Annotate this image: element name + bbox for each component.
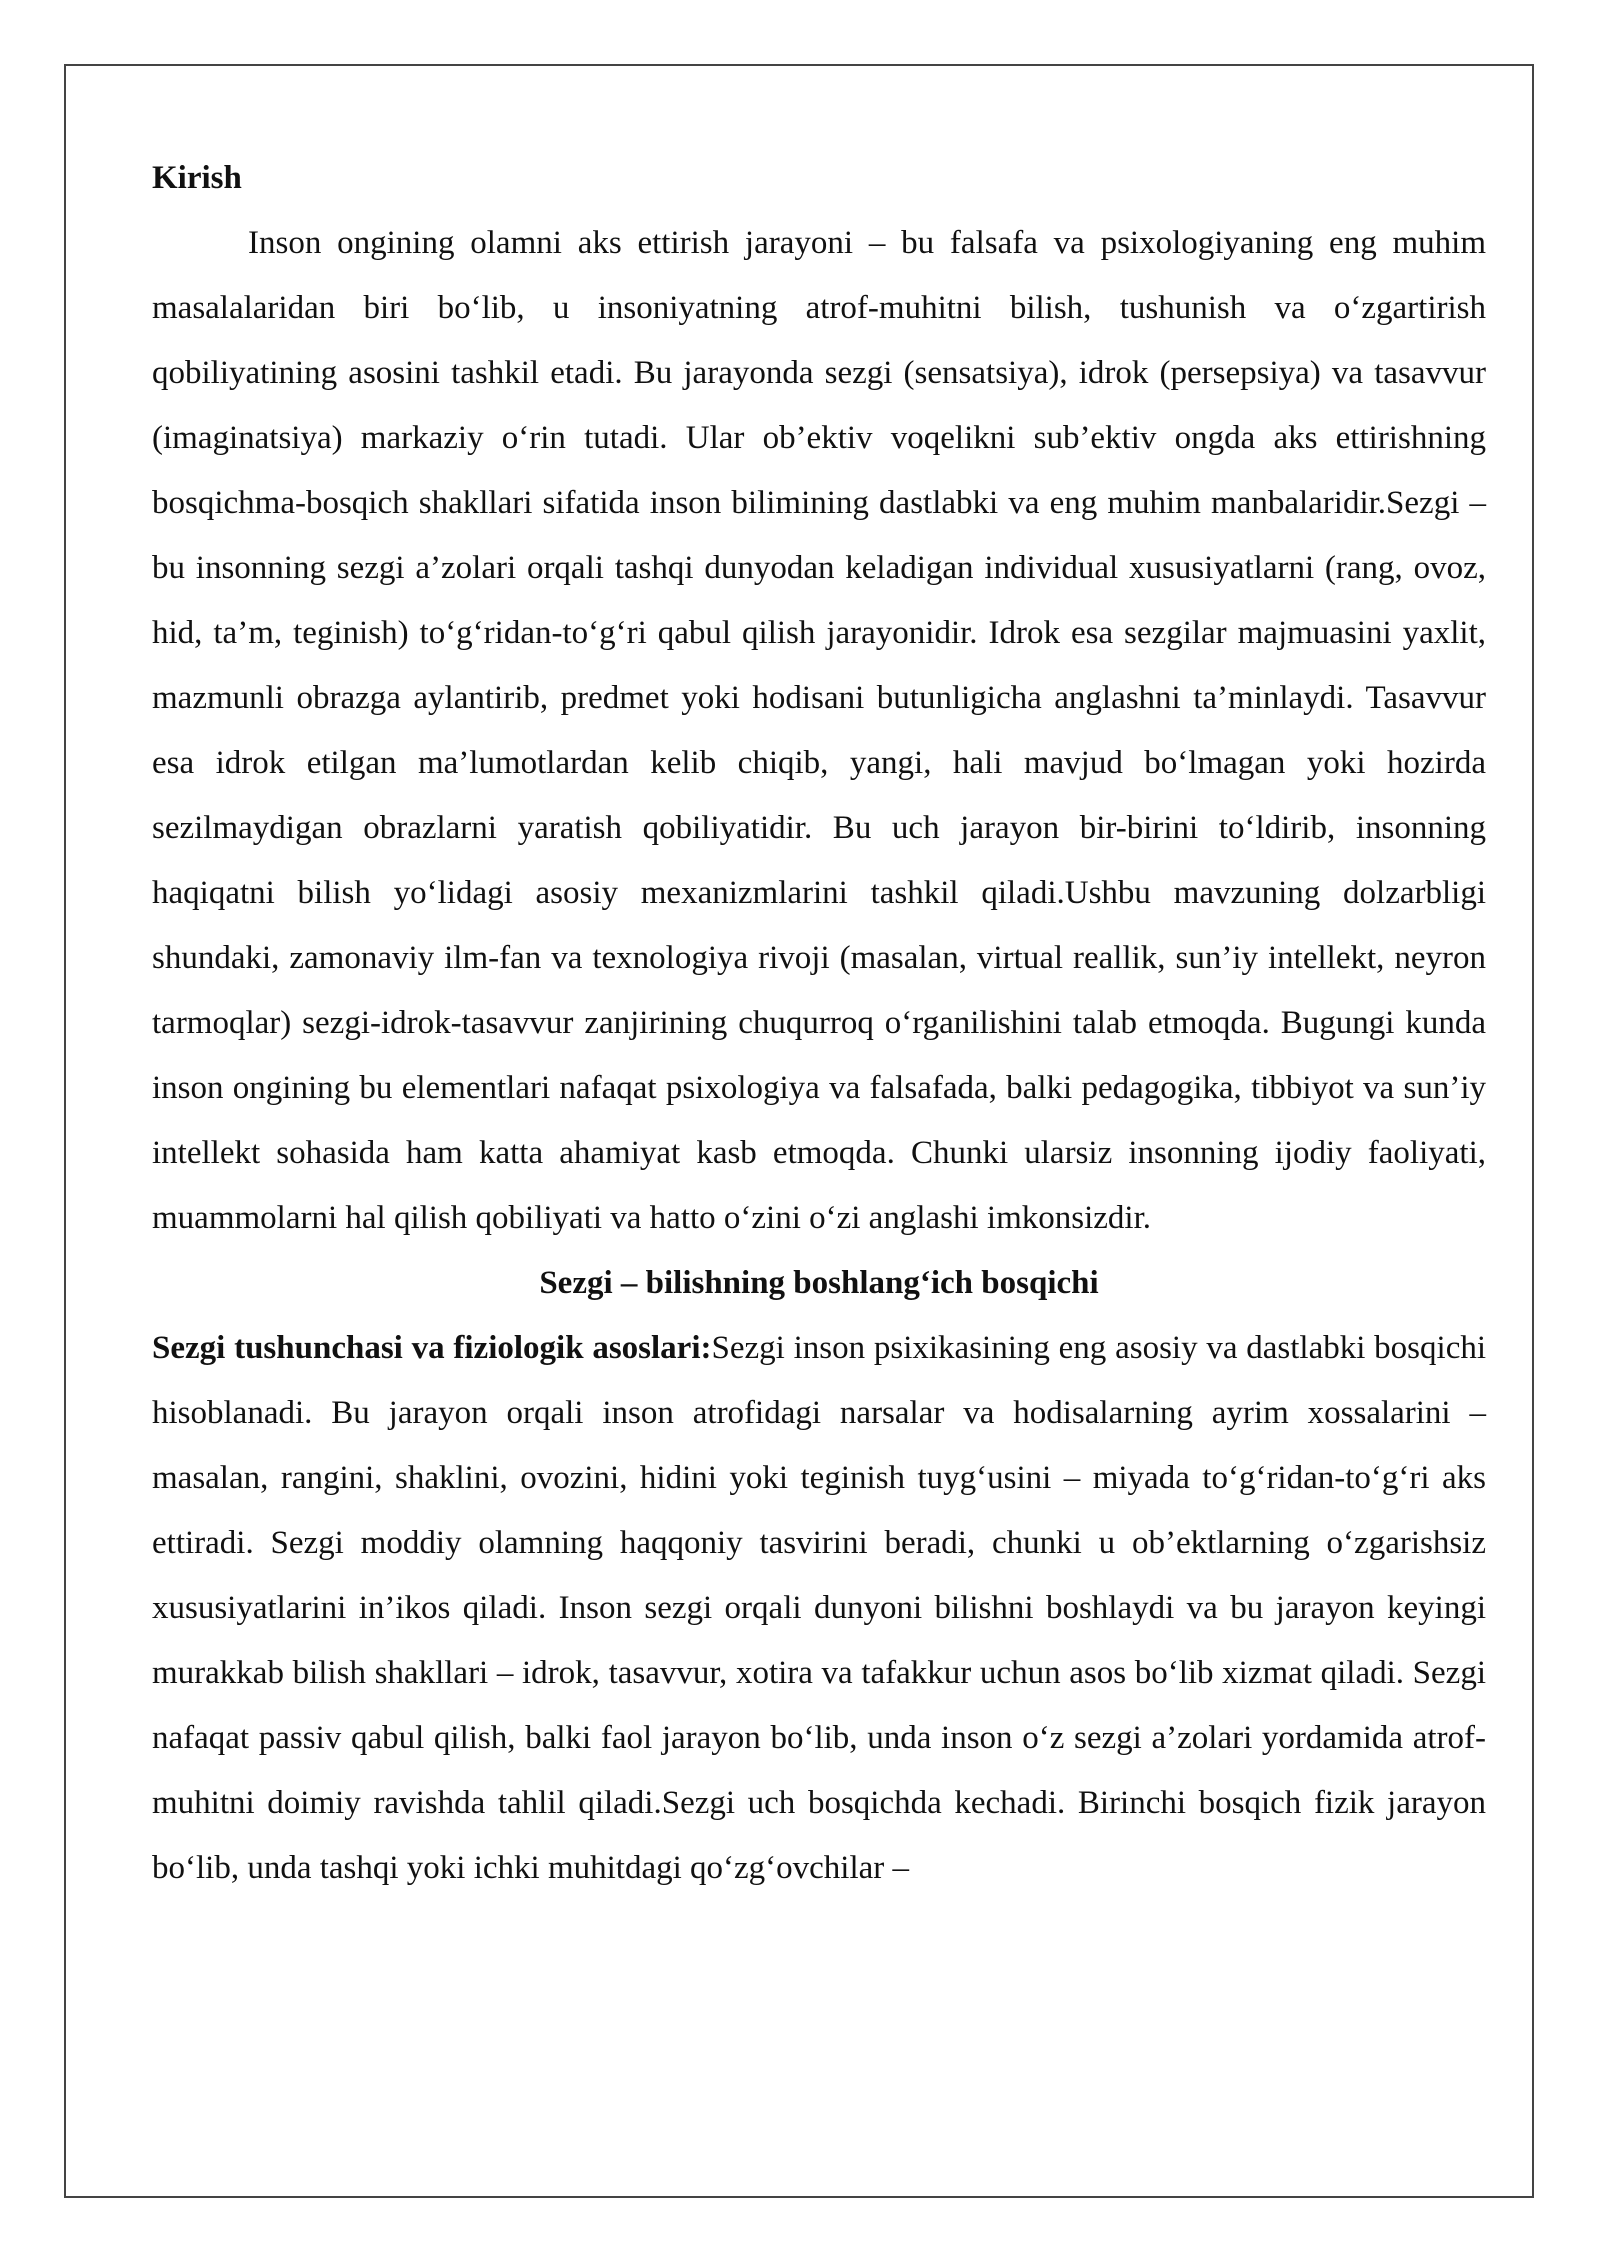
intro-paragraph: Inson ongining olamni aks ettirish jarayoni – bu falsafa va psixologiyaning eng muhim masalalaridan biri bo‘lib, u insoniyatning atrof-muhitni bilish, tushunish va o‘zgartirish qobiliyatining asosini tashkil etadi. Bu jarayonda sezgi (sensatsiya), idrok (persepsiya) va tasavvur (imaginatsiya) markaziy o‘rin tutadi. Ular ob’ektiv voqelikni sub’ektiv ongda aks ettirishning bosqichma-bosqich shakllari sifatida inson bilimining dastlabki va eng muhim manbalaridir.Sezgi – bu insonning sezgi a’zolari orqali tashqi dunyodan keladigan individual xususiyatlarni (rang, ovoz, hid, ta’m, teginish) to‘g‘ridan-to‘g‘ri qabul qilish jarayonidir. Idrok esa sezgilar majmuasini yaxlit, mazmunli obrazga aylantirib, predmet yoki hodisani butunligicha anglashni ta’minlaydi. Tasavvur esa idrok etilgan ma’lumotlardan kelib chiqib, yangi, hali mavjud bo‘lmagan yoki hozirda sezilmaydigan obrazlarni yaratish qobiliyatidir. Bu uch jarayon bir-birini to‘ldirib, insonning haqiqatni bilish yo‘lidagi asosiy mexanizmlarini tashkil qiladi.Ushbu mavzuning dolzarbligi shundaki, zamonaviy ilm-fan va texnologiya rivoji (masalan, virtual reallik, sun’iy intellekt, neyron tarmoqlar) sezgi-idrok-tasavvur zanjirining chuqurroq o‘rganilishini talab etmoqda. Bugungi kunda inson ongining bu elementlari nafaqat psixologiya va falsafada, balki pedagogika, tibbiyot va sun’iy intellekt sohasida ham katta ahamiyat kasb etmoqda. Chunki ularsiz insonning ijodiy faoliyati, muammolarni hal qilish qobiliyati va hatto o‘zini o‘zi anglashi imkonsizdir.: [152, 225, 1486, 1236]
document-body: [152, 146, 1486, 1901]
subsection-paragraph: [152, 1316, 1486, 1901]
section-heading: Sezgi – bilishning boshlang‘ich bosqichi: [539, 1265, 1099, 1301]
subsection-text: Sezgi inson psixikasining eng asosiy va dastlabki bosqichi hisoblanadi. Bu jarayon orqali inson atrofidagi narsalar va hodisalarning ayrim xossalarini – masalan, rangini, shaklini, ovozini, hidini yoki teginish tuyg‘usini – miyada to‘g‘ridan-to‘g‘ri aks ettiradi. Sezgi moddiy olamning haqqoniy tasvirini beradi, chunki u ob’ektlarning o‘zgarishsiz xususiyatlarini in’ikos qiladi. Inson sezgi orqali dunyoni bilishni boshlaydi va bu jarayon keyingi murakkab bilish shakllari – idrok, tasavvur, xotira va tafakkur uchun asos bo‘lib xizmat qiladi. Sezgi nafaqat passiv qabul qilish, balki faol jarayon bo‘lib, unda inson o‘z sezgi a’zolari yordamida atrof-muhitni doimiy ravishda tahlil qiladi.Sezgi uch bosqichda kechadi. Birinchi bosqich fizik jarayon bo‘lib, unda tashqi yoki ichki muhitdagi qo‘zg‘ovchilar –: [152, 1330, 1487, 1886]
intro-heading: Kirish: [152, 160, 242, 196]
subsection-lead: Sezgi tushunchasi va fiziologik asoslari:: [152, 1330, 712, 1366]
